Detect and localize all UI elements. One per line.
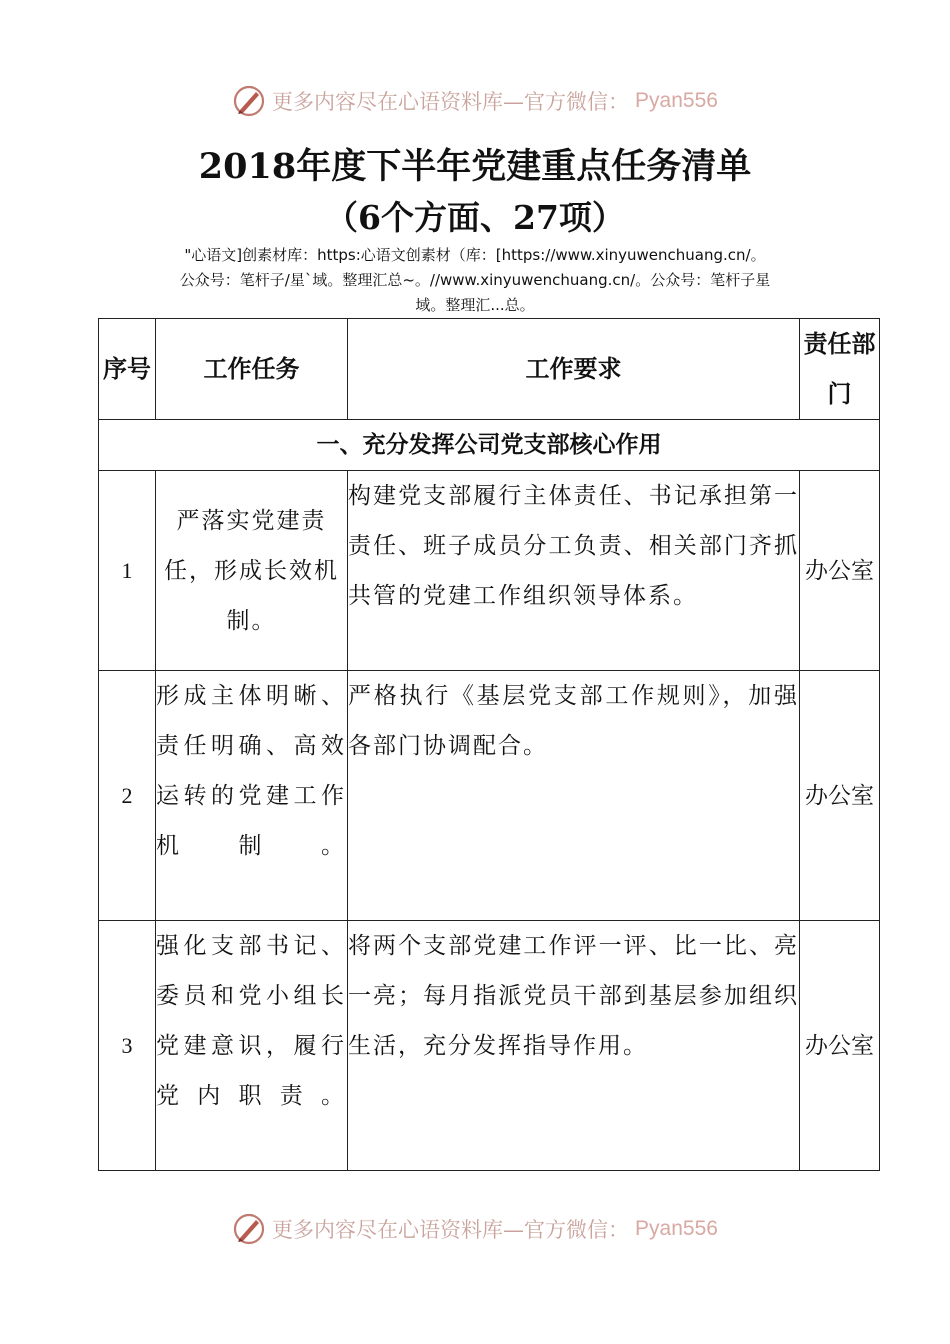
row-requirement: 严格执行《基层党支部工作规则》，加强各部门协调配合。 — [348, 671, 800, 921]
source-note-line: 公众号：笔杆子/星`域。整理汇总~。//www.xinyuwenchuang.cn/。公众号：笔杆子星 — [179, 271, 771, 289]
row-requirement: 构建党支部履行主体责任、书记承担第一责任、班子成员分工负责、相关部门齐抓共管的党建工作组织领导体系。 — [348, 471, 800, 671]
source-note-line: "心语文]创素材库：https:心语文创素材（库：[https://www.xinyuwenchuang.cn/。 — [184, 246, 766, 264]
source-note-line: 域。整理汇...总。 — [415, 296, 535, 314]
table-row — [99, 921, 880, 1171]
task-table — [98, 318, 880, 1171]
section-row — [99, 420, 880, 471]
watermark-top — [0, 84, 950, 118]
watermark-text: 更多内容尽在心语资料库—官方微信： — [272, 90, 630, 114]
document-title: 2018年度下半年党建重点任务清单 — [198, 146, 752, 187]
row-task: 严落实党建责任，形成长效机制。 — [156, 471, 348, 671]
watermark-brand: Pyan556 — [635, 1217, 718, 1240]
row-no: 3 — [99, 921, 156, 1171]
source-note — [130, 243, 820, 318]
document-subtitle: （6个方面、27项） — [325, 198, 625, 237]
row-task: 形成主体明晰、责任明确、高效运转的党建工作机制。 — [156, 671, 348, 921]
table-row — [99, 471, 880, 671]
table-row — [99, 671, 880, 921]
pen-logo-icon — [232, 1212, 266, 1246]
row-dept: 办公室 — [800, 921, 880, 1171]
section-title: 一、充分发挥公司党支部核心作用 — [99, 420, 880, 471]
header-task: 工作任务 — [156, 319, 348, 420]
header-no: 序号 — [99, 319, 156, 420]
watermark-bottom — [0, 1212, 950, 1246]
row-dept: 办公室 — [800, 471, 880, 671]
row-task: 强化支部书记、委员和党小组长党建意识，履行党内职责。 — [156, 921, 348, 1171]
row-dept: 办公室 — [800, 671, 880, 921]
row-no: 2 — [99, 671, 156, 921]
header-dept: 责任部门 — [800, 319, 880, 420]
watermark-brand: Pyan556 — [635, 89, 718, 112]
table-header-row — [99, 319, 880, 420]
pen-logo-icon — [232, 84, 266, 118]
header-requirement: 工作要求 — [348, 319, 800, 420]
row-no: 1 — [99, 471, 156, 671]
row-requirement: 将两个支部党建工作评一评、比一比、亮一亮；每月指派党员干部到基层参加组织生活，充分发挥指导作用。 — [348, 921, 800, 1171]
watermark-text: 更多内容尽在心语资料库—官方微信： — [272, 1218, 630, 1242]
